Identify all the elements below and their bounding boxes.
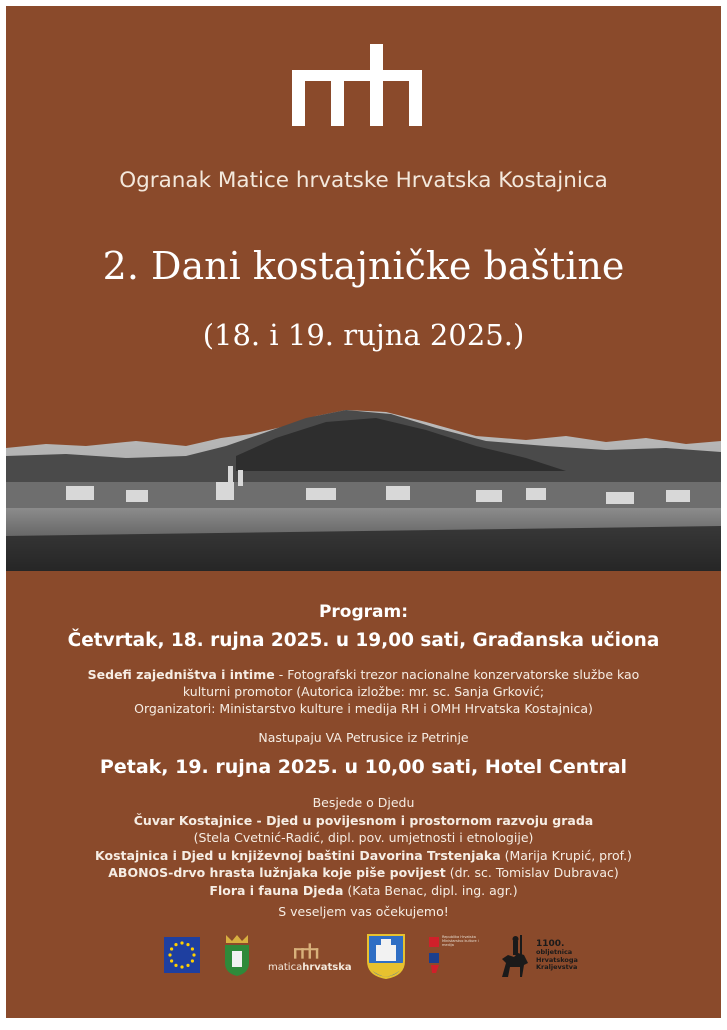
talk-title: ABONOS-drvo hrasta lužnjaka koje piše povijest <box>108 865 446 880</box>
day1-event-title: Sedefi zajedništva i intime <box>87 667 275 682</box>
mh-logo-icon <box>292 44 442 126</box>
anniversary-line: obljetnica <box>536 948 573 956</box>
day1-event <box>6 666 721 717</box>
talk-title: Flora i fauna Djeda <box>209 882 344 898</box>
historic-town-photo <box>6 386 721 571</box>
ministry-culture-icon <box>428 935 442 975</box>
talk-speaker: (dr. sc. Tomislav Dubravac) <box>445 865 619 880</box>
anniversary-line: Hrvatskoga <box>536 955 578 964</box>
talk-item <box>6 882 721 900</box>
day1-event-desc-2: kulturni promotor (Autorica izložbe: mr. sc. Sanja Grković; <box>182 684 545 699</box>
page-title: 2. Dani kostajničke baštine <box>102 244 625 288</box>
talk-title: Čuvar Kostajnice - Djed u povijesnom i prostornom razvoju grada <box>133 812 594 828</box>
day1-event-desc-1: Fotografski trezor nacionalne konzervatorske službe kao <box>287 667 640 682</box>
day2-talks <box>6 794 721 899</box>
talk-title: Kostajnica i Djed u književnoj baštini Davorina Trstenjaka <box>95 847 501 863</box>
matica-hrvatska-logo <box>268 943 352 973</box>
program-heading: Program: <box>318 602 409 622</box>
town-coat-of-arms-icon <box>366 933 406 979</box>
talks-title: Besjede o Djedu <box>312 795 415 810</box>
matica-text: matica <box>268 962 303 973</box>
knight-on-horse-icon <box>496 933 532 981</box>
sponsor-logos <box>6 931 721 991</box>
ministry-culture-logo <box>428 935 479 979</box>
day1-performance: Nastupaju VA Petrusice iz Petrinje <box>258 730 469 745</box>
mh-small-logo-icon <box>294 943 322 959</box>
anniversary-line: Kraljevstva <box>536 963 578 971</box>
talk-item <box>6 829 721 847</box>
event-dates: (18. i 19. rujna 2025.) <box>202 318 525 352</box>
day2-heading: Petak, 19. rujna 2025. u 10,00 sati, Hotel Central <box>99 756 628 778</box>
hrvatska-text: hrvatska <box>302 962 352 973</box>
closing-text: S veseljem vas očekujemo! <box>278 904 449 919</box>
organization-name: Ogranak Matice hrvatske Hrvatska Kostajnica <box>119 168 608 193</box>
county-coat-of-arms-icon <box>222 933 252 977</box>
day1-heading: Četvrtak, 18. rujna 2025. u 19,00 sati, Građanska učiona <box>67 630 660 651</box>
day1-event-desc-3: Organizatori: Ministarstvo kulture i medija RH i OMH Hrvatska Kostajnica) <box>134 701 593 716</box>
day1-event-separator: - <box>274 667 288 682</box>
talk-speaker: (Kata Benac, dipl. ing. agr.) <box>343 882 518 898</box>
talk-item <box>6 812 721 830</box>
anniversary-text <box>536 939 578 972</box>
talk-item <box>6 847 721 865</box>
anniversary-line: 1100. <box>536 939 565 949</box>
talk-item <box>6 864 721 882</box>
eu-flag-icon <box>164 937 200 973</box>
talk-speaker: (Marija Krupić, prof.) <box>500 847 632 863</box>
talk-speaker: (Stela Cvetnić-Radić, dipl. pov. umjetnosti i etnologije) <box>193 830 534 845</box>
ministry-text: Republika Hrvatska Ministarstvo kulture i medija <box>442 935 479 947</box>
poster <box>6 6 721 1018</box>
